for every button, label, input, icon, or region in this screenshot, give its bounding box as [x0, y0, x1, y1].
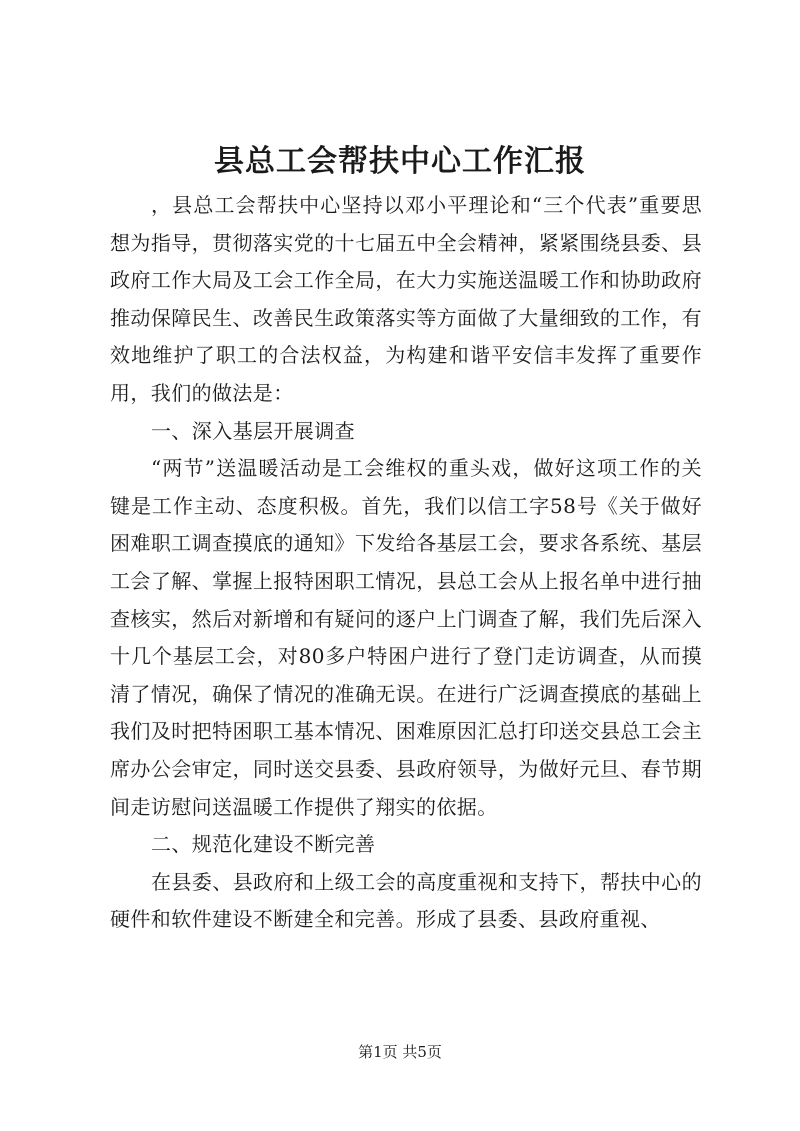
section-heading-1: 一、深入基层开展调查 [151, 418, 355, 443]
paragraph-section-2: 在县委、县政府和上级工会的高度重视和支持下，帮扶中心的硬件和软件建设不断建全和完善。形成了县委、县政府重视、 [110, 869, 702, 932]
document-title: 县总工会帮扶中心工作汇报 [214, 144, 586, 179]
paragraph-intro: ，县总工会帮扶中心坚持以邓小平理论和“三个代表”重要思想为指导，贯彻落实党的十七届五中全会精神，紧紧围绕县委、县政府工作大局及工会工作全局，在大力实施送温暖工作和协助政府推动保障民生、改善民生政策落实等方面做了大量细致的工作，有效地维护了职工的合法权益，为构建和谐平安信丰发挥了重要作用，我们的做法是： [110, 193, 702, 405]
paragraph-section-1: “两节”送温暖活动是工会维权的重头戏，做好这项工作的关键是工作主动、态度积极。首先，我们以信工字58号《关于做好困难职工调查摸底的通知》下发给各基层工会，要求各系统、基层工会了解、掌握上报特困职工情况，县总工会从上报名单中进行抽查核实，然后对新增和有疑问的逐户上门调查了解，我们先后深入十几个基层工会，对80多户特困户进行了登门走访调查，从而摸清了情况，确保了情况的准确无误。在进行广泛调查摸底的基础上我们及时把特困职工基本情况、困难原因汇总打印送交县总工会主席办公会审定，同时送交县委、县政府领导，为做好元旦、春节期间走访慰问送温暖工作提供了翔实的依据。 [110, 456, 702, 819]
section-heading-2: 二、规范化建设不断完善 [151, 832, 376, 857]
page-footer: 第1页 共5页 [358, 1043, 442, 1061]
document-body [110, 187, 702, 939]
